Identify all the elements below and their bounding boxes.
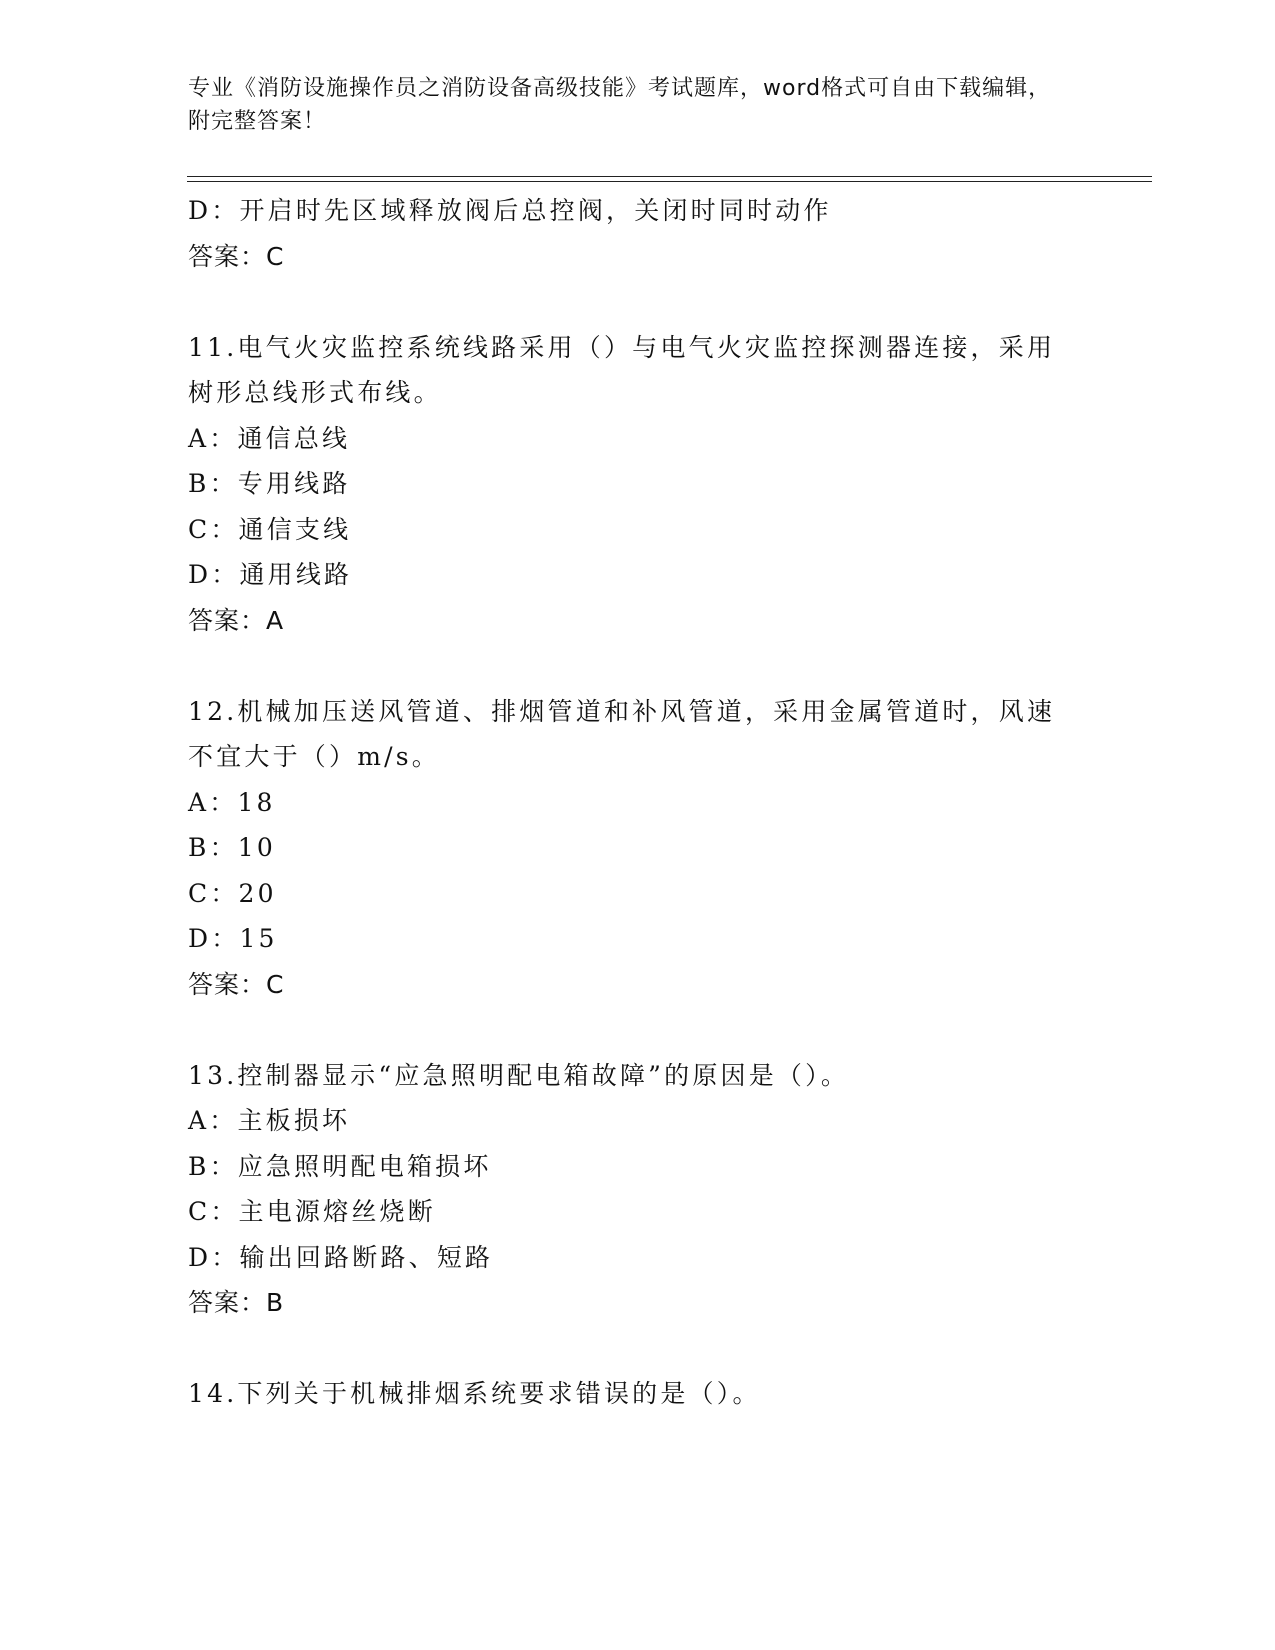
question-13-answer: 答案：B (188, 1288, 285, 1317)
header-divider-top (187, 176, 1152, 177)
question-12-option-d: D：15 (188, 924, 278, 953)
question-13-option-a: A：主板损坏 (188, 1106, 351, 1135)
question-13-stem-line1: 13.控制器显示“应急照明配电箱故障”的原因是（）。 (188, 1060, 850, 1090)
question-11-option-a: A：通信总线 (188, 423, 351, 453)
question-11-stem-line2: 树形总线形式布线。 (188, 378, 442, 407)
question-11-option-d: D：通用线路 (188, 560, 353, 589)
question-11-answer: 答案：A (188, 605, 285, 635)
question-11-stem-line1: 11.电气火灾监控系统线路采用（）与电气火灾监控探测器连接，采用 (188, 332, 1056, 362)
answer-line: 答案：C (188, 241, 285, 271)
question-12-stem-line1: 12.机械加压送风管道、排烟管道和补风管道，采用金属管道时，风速 (188, 696, 1056, 726)
question-12-answer: 答案：C (188, 969, 285, 999)
option-d: D：开启时先区域释放阀后总控阀，关闭时同时动作 (188, 196, 832, 225)
header-text: 专业《消防设施操作员之消防设备高级技能》考试题库，word格式可自由下载编辑，附完整答案！ (188, 76, 1052, 134)
question-12-stem-line2: 不宜大于（）m/s。 (188, 742, 440, 771)
question-12-option-b: B：10 (188, 833, 276, 862)
question-14-stem-line1: 14.下列关于机械排烟系统要求错误的是（）。 (188, 1379, 761, 1408)
question-11-option-c: C：通信支线 (188, 514, 352, 544)
question-11-option-b: B：专用线路 (188, 469, 351, 498)
document-header (188, 72, 1068, 138)
question-13-option-d: D：输出回路断路、短路 (188, 1242, 494, 1272)
question-12-option-a: A：18 (188, 787, 276, 817)
question-12-option-c: C：20 (188, 878, 277, 908)
question-13-option-c: C：主电源熔丝烧断 (188, 1197, 436, 1226)
question-13-option-b: B：应急照明配电箱损坏 (188, 1151, 492, 1181)
question-list (188, 188, 1088, 1417)
header-divider-bottom (187, 181, 1152, 182)
